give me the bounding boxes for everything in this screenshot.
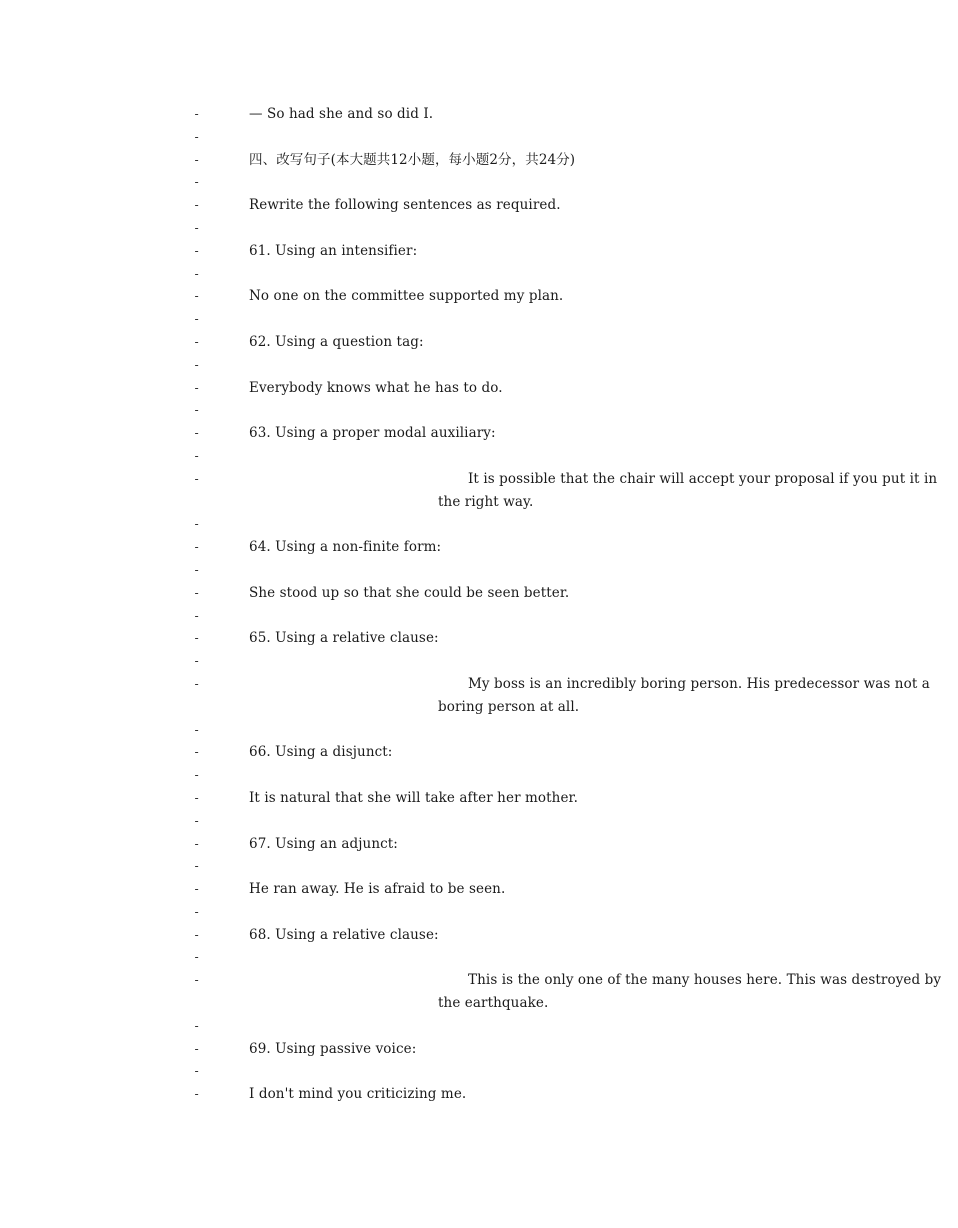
line-marker: -	[193, 1041, 201, 1056]
line-marker: -	[193, 654, 201, 669]
line-marker: -	[193, 927, 201, 942]
text-line	[0, 536, 869, 559]
blank-line	[0, 171, 869, 194]
text-line	[0, 833, 869, 856]
line-marker: -	[193, 722, 201, 737]
line-marker: -	[193, 266, 201, 281]
line-marker: -	[193, 950, 201, 965]
line-marker: -	[193, 608, 201, 623]
line-marker: -	[193, 859, 201, 874]
line-text: I don't mind you criticizing me.	[249, 1086, 467, 1103]
line-marker: -	[193, 334, 201, 349]
blank-line	[0, 605, 869, 628]
blank-line	[0, 719, 869, 742]
blank-line	[0, 513, 869, 536]
line-marker: -	[193, 676, 201, 691]
blank-line	[0, 810, 869, 833]
line-marker: -	[193, 220, 201, 235]
line-text: 61. Using an intensifier:	[249, 242, 418, 259]
text-line	[0, 878, 869, 901]
line-text: She stood up so that she could be seen better.	[249, 584, 570, 601]
text-line	[0, 422, 869, 445]
blank-line	[0, 901, 869, 924]
blank-line	[0, 855, 869, 878]
blank-line	[0, 263, 869, 286]
blank-line	[0, 217, 869, 240]
line-marker: -	[193, 312, 201, 327]
line-text: It is possible that the chair will accept your proposal if you put it in the right way.	[438, 470, 938, 510]
line-text: — So had she and so did I.	[249, 106, 434, 122]
text-line	[0, 673, 930, 719]
line-text: He ran away. He is afraid to be seen.	[249, 881, 506, 898]
line-text: 64. Using a non-finite form:	[249, 539, 442, 556]
line-marker: -	[193, 562, 201, 577]
blank-line	[0, 445, 869, 468]
blank-line	[0, 650, 869, 673]
line-text: 65. Using a relative clause:	[249, 630, 439, 647]
blank-line	[0, 559, 869, 582]
line-marker: -	[193, 836, 201, 851]
line-marker: -	[193, 403, 201, 418]
line-marker: -	[193, 882, 201, 897]
blank-line	[0, 1015, 869, 1038]
line-marker: -	[193, 790, 201, 805]
blank-line	[0, 308, 869, 331]
line-marker: -	[193, 813, 201, 828]
line-text: It is natural that she will take after her mother.	[249, 789, 579, 806]
text-line	[0, 377, 869, 400]
text-line	[0, 787, 869, 810]
line-marker: -	[193, 357, 201, 372]
line-marker: -	[193, 198, 201, 213]
text-line	[0, 1038, 869, 1061]
line-text: This is the only one of the many houses here. This was destroyed by the earthquake.	[438, 972, 942, 1012]
text-line	[0, 285, 869, 308]
text-line	[0, 103, 869, 126]
text-line	[0, 1083, 869, 1106]
text-line	[0, 627, 869, 650]
text-line	[0, 194, 869, 217]
line-text: 四、改写句子(本大题共12小题，每小题2分，共24分)	[249, 151, 576, 168]
line-marker: -	[193, 380, 201, 395]
line-text: 68. Using a relative clause:	[249, 926, 439, 943]
line-text: Rewrite the following sentences as required.	[249, 197, 561, 214]
text-line	[0, 582, 869, 605]
line-text: My boss is an incredibly boring person. His predecessor was not a boring person at all.	[438, 675, 930, 715]
line-marker: -	[193, 904, 201, 919]
text-line	[0, 240, 869, 263]
line-text: Everybody knows what he has to do.	[249, 379, 503, 396]
blank-line	[0, 126, 869, 149]
line-text: 66. Using a disjunct:	[249, 744, 393, 761]
line-marker: -	[193, 768, 201, 783]
line-marker: -	[193, 152, 201, 167]
line-marker: -	[193, 973, 201, 988]
blank-line	[0, 399, 869, 422]
line-marker: -	[193, 289, 201, 304]
line-text: 69. Using passive voice:	[249, 1040, 417, 1057]
blank-line	[0, 1060, 869, 1083]
line-marker: -	[193, 585, 201, 600]
blank-line	[0, 764, 869, 787]
text-line	[0, 331, 869, 354]
text-line	[0, 924, 869, 947]
line-marker: -	[193, 175, 201, 190]
line-text: 62. Using a question tag:	[249, 333, 424, 350]
blank-line	[0, 354, 869, 377]
line-marker: -	[193, 129, 201, 144]
line-marker: -	[193, 243, 201, 258]
line-marker: -	[193, 448, 201, 463]
line-marker: -	[193, 471, 201, 486]
line-marker: -	[193, 631, 201, 646]
text-line	[0, 149, 869, 172]
line-marker: -	[193, 517, 201, 532]
line-marker: -	[193, 1018, 201, 1033]
text-line	[0, 969, 942, 1015]
line-marker: -	[193, 426, 201, 441]
blank-line	[0, 946, 869, 969]
line-marker: -	[193, 1087, 201, 1102]
line-text: 67. Using an adjunct:	[249, 835, 398, 852]
line-text: No one on the committee supported my plan.	[249, 288, 564, 305]
line-text: 63. Using a proper modal auxiliary:	[249, 425, 496, 442]
document-body	[0, 103, 942, 1106]
text-line	[0, 741, 869, 764]
line-marker: -	[193, 107, 201, 121]
line-marker: -	[193, 1064, 201, 1079]
line-marker: -	[193, 540, 201, 555]
line-marker: -	[193, 745, 201, 760]
text-line	[0, 468, 938, 514]
